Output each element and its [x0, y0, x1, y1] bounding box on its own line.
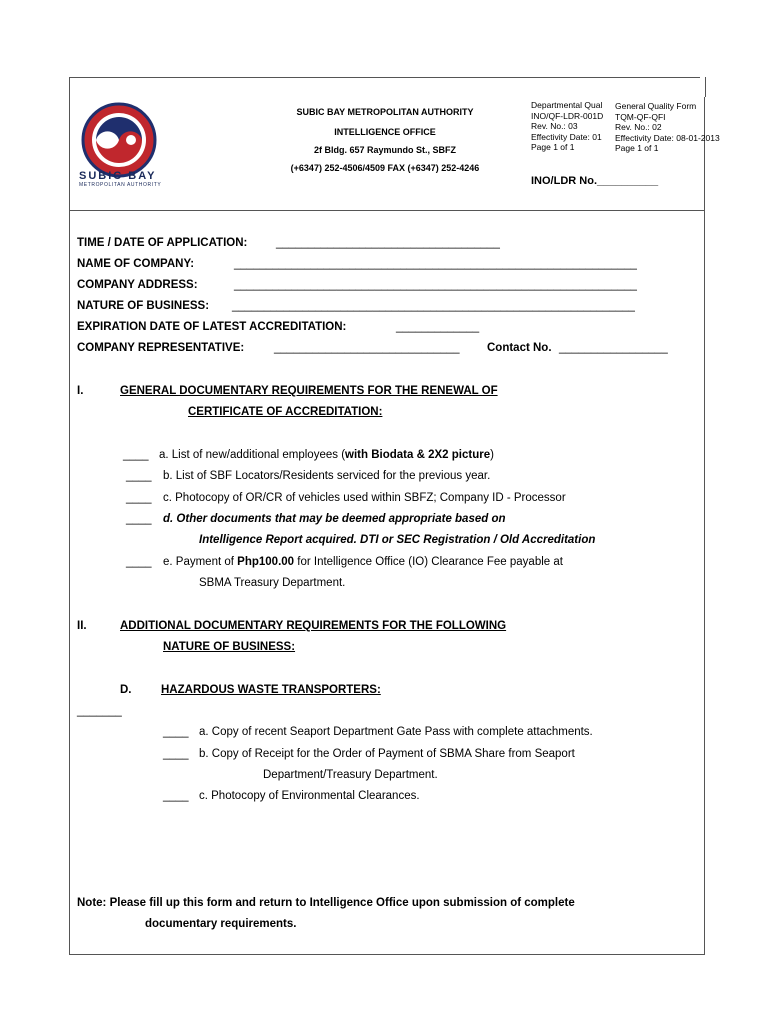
section-1-title: GENERAL DOCUMENTARY REQUIREMENTS FOR THE RENEWAL OF — [120, 385, 498, 397]
subsection-d-letter: D. — [120, 684, 132, 696]
meta-left-line: Rev. No.: 03 — [531, 121, 578, 132]
meta-right-line: General Quality Form — [615, 101, 697, 111]
expiration-field[interactable]: _____________ — [396, 321, 480, 333]
section-2-number: II. — [77, 620, 87, 632]
company-address-field[interactable]: _______________________________________________________________ — [234, 279, 637, 291]
hw-req-a-text: a. Copy of recent Seaport Department Gate Pass with complete attachments. — [199, 726, 593, 738]
contact-field[interactable]: _________________ — [559, 342, 668, 354]
section-1-number: I. — [77, 385, 84, 397]
meta-left-line: Page 1 of 1 — [531, 142, 575, 153]
office-phone: (+6347) 252-4506/4509 FAX (+6347) 252-4246 — [290, 163, 480, 173]
representative-label: COMPANY REPRESENTATIVE: — [77, 342, 245, 354]
meta-right-line: Rev. No.: 02 — [615, 122, 662, 133]
section-2-title-cont: NATURE OF BUSINESS: — [163, 641, 296, 653]
req-c-text: c. Photocopy of OR/CR of vehicles used within SBFZ; Company ID - Processor — [163, 492, 566, 504]
req-e-text-cont: SBMA Treasury Department. — [199, 577, 346, 589]
hw-req-c-text: c. Photocopy of Environmental Clearances. — [199, 790, 420, 802]
section-1-title-cont: CERTIFICATE OF ACCREDITATION: — [188, 406, 383, 418]
meta-right-line: Page 1 of 1 — [615, 143, 659, 154]
time-date-field[interactable]: ___________________________________ — [276, 237, 500, 249]
company-name-label: NAME OF COMPANY: — [77, 258, 195, 270]
hw-req-a-checkbox[interactable]: ____ — [163, 726, 189, 738]
note-line-1: Note: Please fill up this form and return to Intelligence Office upon submission of complete — [77, 897, 575, 909]
req-e — [163, 556, 563, 568]
meta-right-line: TQM-QF-QFI — [615, 111, 666, 122]
org-name: SUBIC BAY METROPOLITAN AUTHORITY — [296, 107, 474, 117]
req-d-text-cont: Intelligence Report acquired. DTI or SEC Registration / Old Accreditation — [199, 534, 596, 546]
nature-field[interactable]: _______________________________________________________________ — [232, 300, 635, 312]
note-line-2: documentary requirements. — [145, 918, 297, 930]
logo-wordmark: SUBIC BAY — [79, 170, 157, 182]
expiration-label: EXPIRATION DATE OF LATEST ACCREDITATION: — [77, 321, 347, 333]
subsection-d-title: HAZARDOUS WASTE TRANSPORTERS: — [161, 684, 381, 696]
req-e-checkbox[interactable]: ____ — [126, 556, 152, 568]
contact-label: Contact No. — [487, 342, 552, 354]
hw-req-c-checkbox[interactable]: ____ — [163, 790, 189, 802]
section-2-title: ADDITIONAL DOCUMENTARY REQUIREMENTS FOR THE FOLLOWING — [120, 620, 507, 632]
req-a — [159, 449, 494, 461]
ino-ldr-number[interactable]: INO/LDR No.__________ — [531, 175, 659, 187]
nature-label: NATURE OF BUSINESS: — [77, 300, 210, 312]
hw-req-b-text: b. Copy of Receipt for the Order of Payment of SBMA Share from Seaport — [199, 748, 575, 760]
hw-req-b-checkbox[interactable]: ____ — [163, 748, 189, 760]
req-e-amount: Php100.00 — [237, 556, 295, 568]
meta-left — [531, 100, 603, 153]
req-a-end: ) — [490, 449, 494, 461]
company-name-field[interactable]: _______________________________________________________________ — [234, 258, 637, 270]
logo-subtitle: METROPOLITAN AUTHORITY — [79, 182, 162, 188]
meta-left-line: INO/QF-LDR-001D — [531, 110, 604, 121]
meta-right-line: Effectivity Date: 08-01-2013 — [615, 132, 720, 143]
req-d-text: d. Other documents that may be deemed appropriate based on — [163, 513, 506, 525]
req-c-checkbox[interactable]: ____ — [126, 492, 152, 504]
req-b-checkbox[interactable]: ____ — [126, 470, 152, 482]
req-d-checkbox[interactable]: ____ — [126, 513, 152, 525]
office-address: 2f Bldg. 657 Raymundo St., SBFZ — [313, 145, 457, 155]
req-e-pre: e. Payment of — [163, 556, 238, 568]
time-date-label: TIME / DATE OF APPLICATION: — [77, 237, 248, 249]
meta-left-line: Effectivity Date: 01 — [531, 131, 602, 142]
req-a-checkbox[interactable]: ____ — [123, 449, 149, 461]
hw-req-b-text-cont: Department/Treasury Department. — [263, 769, 438, 781]
subsection-d-checkbox[interactable]: _______ — [77, 705, 122, 717]
req-b-text: b. List of SBF Locators/Residents serviced for the previous year. — [163, 470, 491, 482]
req-a-bold: with Biodata & 2X2 picture — [345, 449, 491, 461]
req-a-text: a. List of new/additional employees ( — [159, 449, 346, 461]
frame-notch — [700, 77, 706, 97]
company-address-label: COMPANY ADDRESS: — [77, 279, 198, 291]
req-e-post: for Intelligence Office (IO) Clearance Fee payable at — [294, 556, 563, 568]
header-divider — [69, 210, 705, 211]
meta-left-line: Departmental Qual — [531, 100, 603, 110]
representative-field[interactable]: _____________________________ — [274, 342, 460, 354]
meta-right — [615, 101, 720, 154]
office-name: INTELLIGENCE OFFICE — [334, 127, 436, 137]
